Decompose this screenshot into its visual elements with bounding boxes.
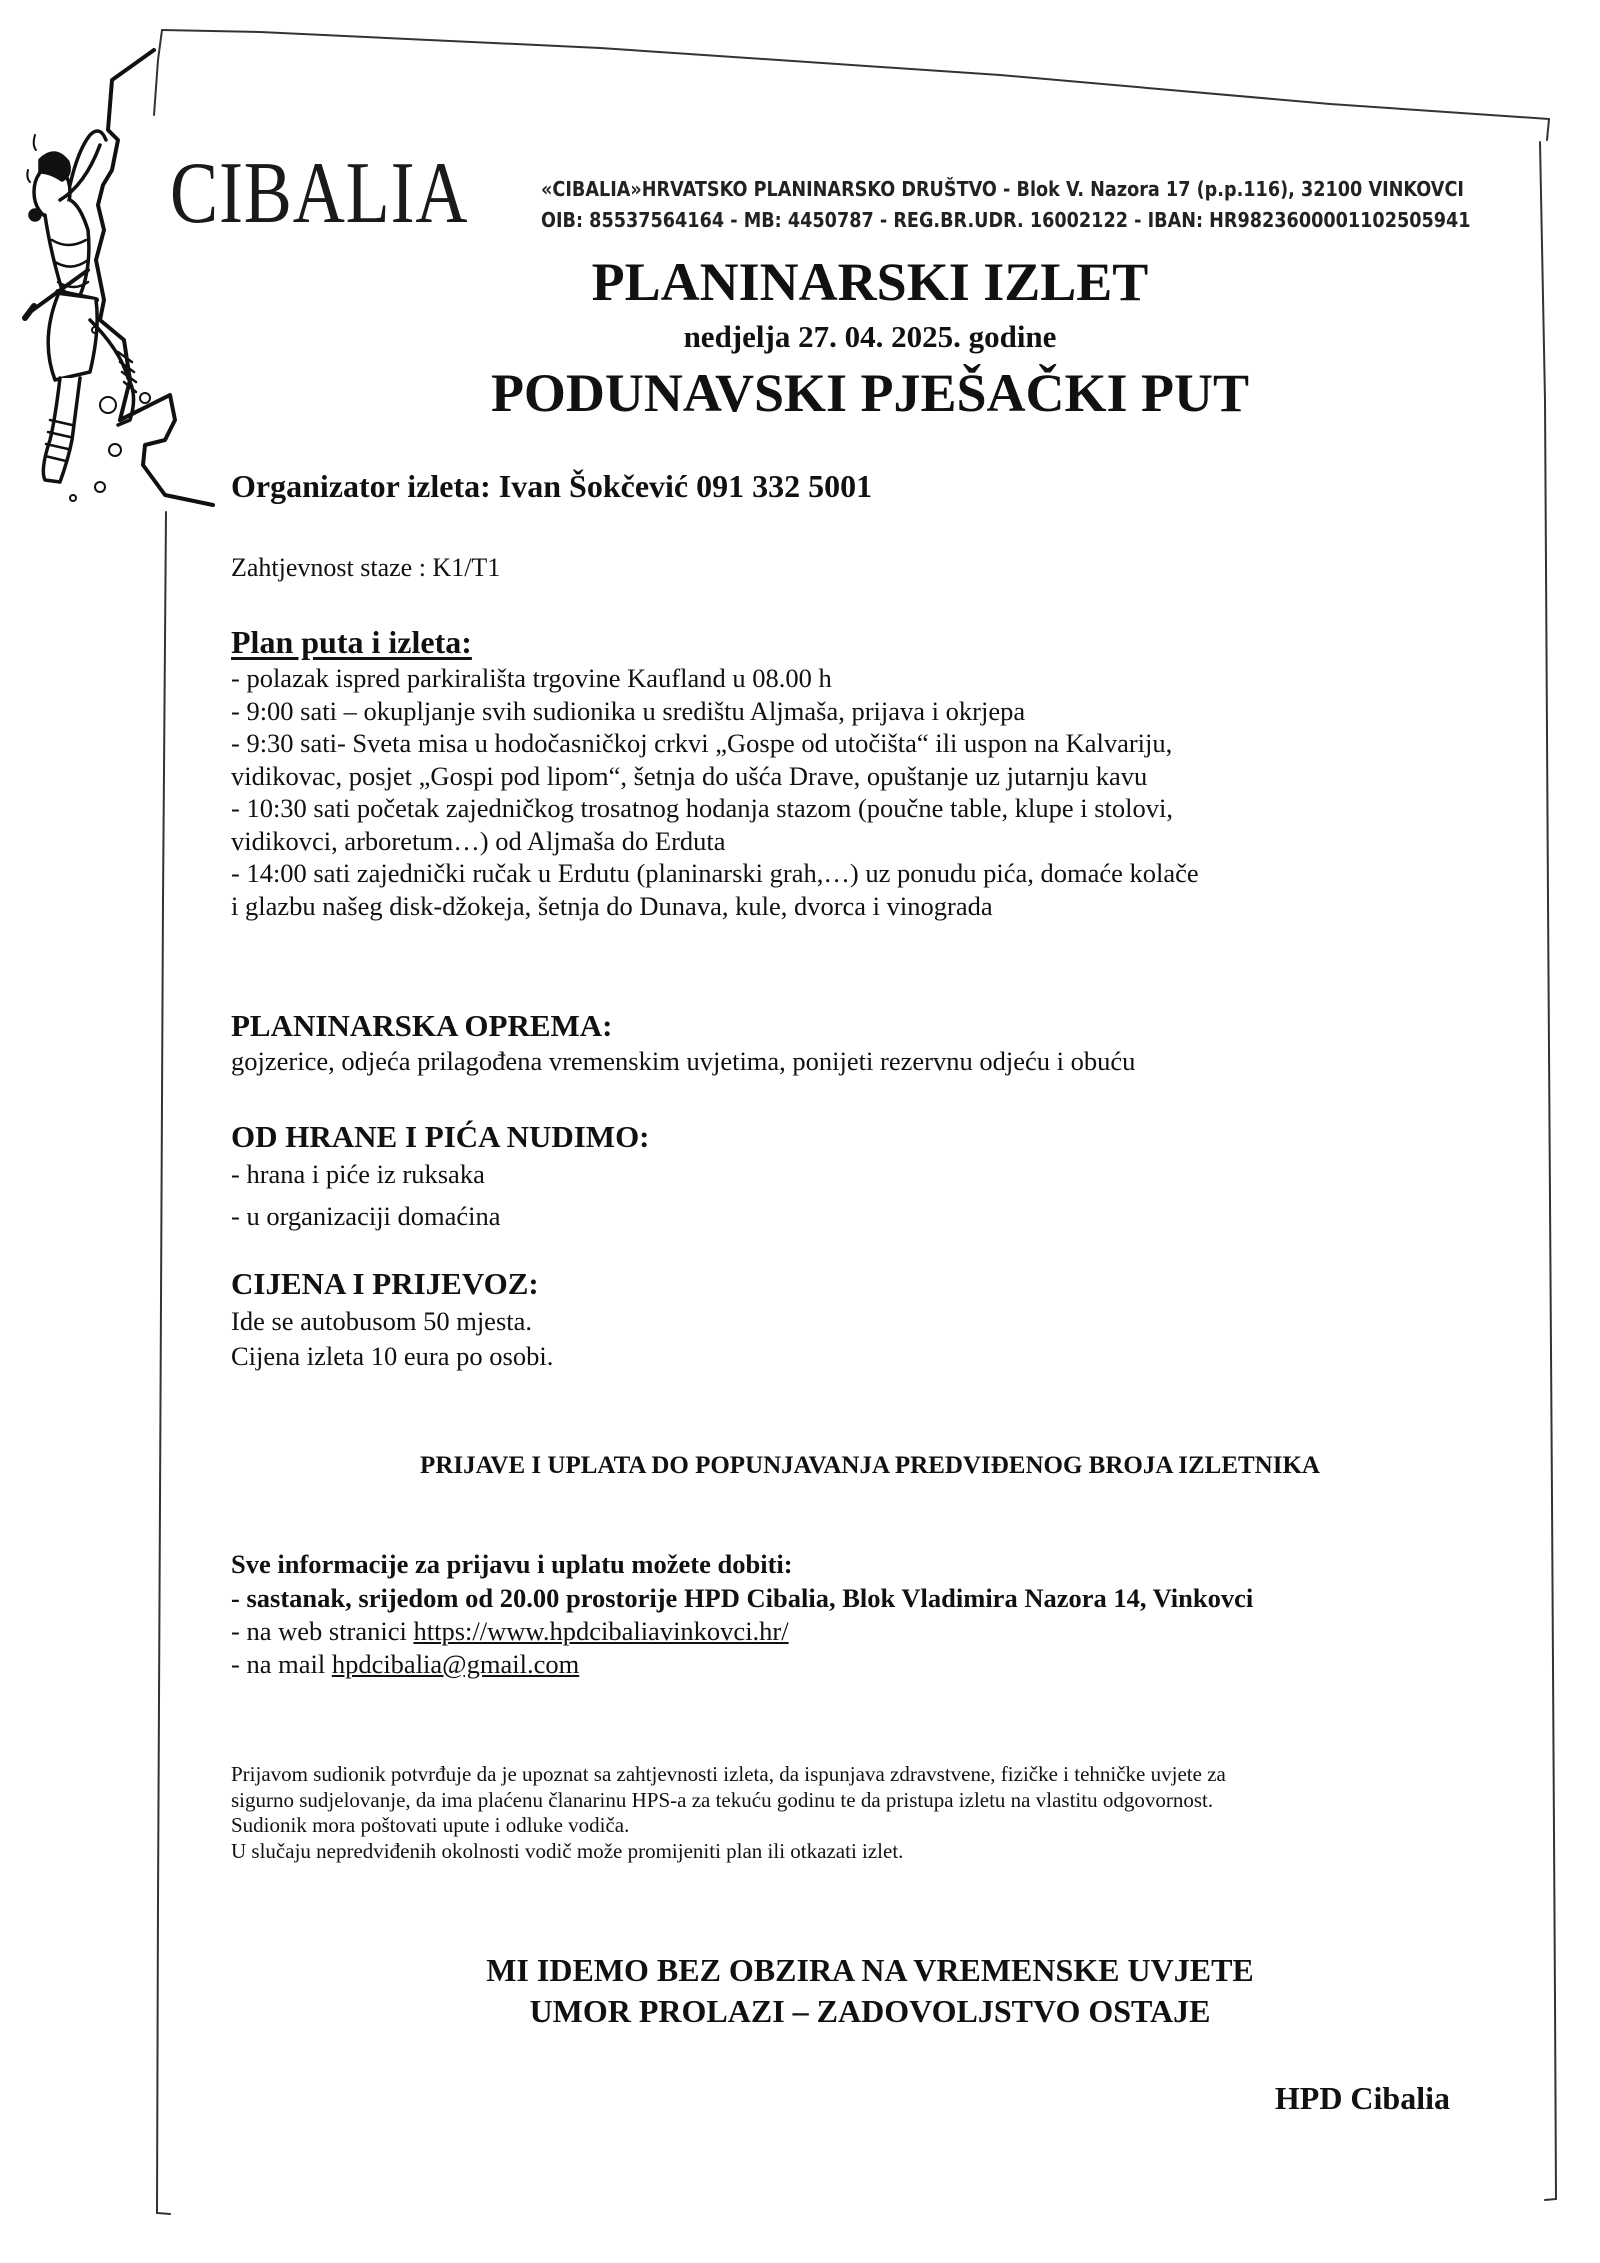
email-link[interactable]: hpdcibalia@gmail.com (331, 1649, 580, 1679)
plan-list (231, 662, 1551, 922)
event-date: nedjelja 27. 04. 2025. godine (683, 319, 1057, 354)
website-link[interactable]: https://www.hpdcibaliavinkovci.hr/ (413, 1616, 789, 1646)
club-logo-text: CIBALIA (170, 145, 469, 242)
equipment-text: gojzerice, odjeća prilagođena vremenskim uvjetima, ponijeti rezervnu odjeću i obuću (231, 1046, 1136, 1076)
motto (160, 1950, 1580, 2032)
plan-item: - 14:00 sati zajednički ručak u Erdutu (planinarski grah,…) uz ponudu pića, domaće kolače (231, 858, 1199, 888)
organizer-line: Organizator izleta: Ivan Šokčević 091 332 5001 (231, 468, 873, 504)
equipment-title: PLANINARSKA OPREMA: (231, 1008, 613, 1043)
info-mail-prefix: - na mail (231, 1649, 332, 1679)
plan-item: - 10:30 sati početak zajedničkog trosatnog hodanja stazom (poučne table, klupe i stolovi, (231, 793, 1173, 823)
plan-item: vidikovci, arboretum…) od Aljmaša do Erduta (231, 825, 726, 856)
disclaimer-line: Sudionik mora poštovati upute i odluke vodiča. (231, 1813, 630, 1837)
route-name-title: PODUNAVSKI PJEŠAČKI PUT (490, 363, 1250, 423)
event-type-title: PLANINARSKI IZLET (591, 252, 1149, 312)
disclaimer (231, 1762, 1551, 1864)
price-cost-line: Cijena izleta 10 eura po osobi. (231, 1341, 554, 1371)
registration-notice: PRIJAVE I UPLATA DO POPUNJAVANJA PREDVIĐENOG BROJA IZLETNIKA (420, 1452, 1320, 1479)
info-web (231, 1615, 1551, 1648)
frame-top-line (162, 30, 1549, 119)
plan-item: - 9:30 sati- Sveta misa u hodočasničkoj crkvi „Gospe od utočišta“ ili uspon na Kalvariju, (231, 728, 1173, 758)
price-transport-line: Ide se autobusom 50 mjesta. (231, 1306, 533, 1336)
club-registry-line: OIB: 85537564164 - MB: 4450787 - REG.BR.UDR. 16002122 - IBAN: HR9823600001102505941 (541, 208, 1471, 232)
food-item: - hrana i piće iz ruksaka (231, 1159, 485, 1189)
info-list (231, 1582, 1551, 1681)
info-meeting: - sastanak, srijedom od 20.00 prostorije HPD Cibalia, Blok Vladimira Nazora 14, Vinkovci (231, 1583, 1254, 1613)
info-mail (231, 1648, 1551, 1681)
motto-line: MI IDEMO BEZ OBZIRA NA VREMENSKE UVJETE (486, 1952, 1254, 1988)
disclaimer-line: sigurno sudjelovanje, da ima plaćenu članarinu HPS-a za tekuću godinu te da pristupa izletu na vlastitu odgovornost. (231, 1787, 1214, 1812)
food-item: - u organizaciji domaćina (231, 1201, 501, 1231)
club-address-line: «CIBALIA»HRVATSKO PLANINARSKO DRUŠTVO - Blok V. Nazora 17 (p.p.116), 32100 VINKOVCI (541, 177, 1464, 201)
disclaimer-line: Prijavom sudionik potvrđuje da je upoznat sa zahtjevnosti izleta, da ispunjava zdravstvene, fizičke i tehničke uvjete za (231, 1762, 1226, 1786)
food-title: OD HRANE I PIĆA NUDIMO: (231, 1119, 650, 1154)
info-web-prefix: - na web stranici (231, 1616, 414, 1646)
signature: HPD Cibalia (1274, 2080, 1450, 2116)
plan-item: i glazbu našeg disk-džokeja, šetnja do Dunava, kule, dvorca i vinograda (231, 890, 993, 921)
plan-item: vidikovac, posjet „Gospi pod lipom“, šetnja do ušća Drave, opuštanje uz jutarnju kavu (231, 760, 1148, 791)
info-title: Sve informacije za prijavu i uplatu možete dobiti: (231, 1549, 793, 1579)
plan-title: Plan puta i izleta: (231, 624, 472, 660)
climber-icon (25, 131, 150, 501)
plan-item: - polazak ispred parkirališta trgovine Kaufland u 08.00 h (231, 663, 832, 693)
plan-item: - 9:00 sati – okupljanje svih sudionika u središtu Aljmaša, prijava i okrjepa (231, 695, 1026, 726)
price-title: CIJENA I PRIJEVOZ: (231, 1266, 539, 1301)
frame-top-left-edge (154, 30, 162, 115)
disclaimer-line: U slučaju nepredviđenih okolnosti vodič može promijeniti plan ili otkazati izlet. (231, 1838, 904, 1863)
trail-difficulty: Zahtjevnost staze : K1/T1 (231, 553, 501, 582)
motto-line: UMOR PROLAZI – ZADOVOLJSTVO OSTAJE (529, 1993, 1211, 2029)
